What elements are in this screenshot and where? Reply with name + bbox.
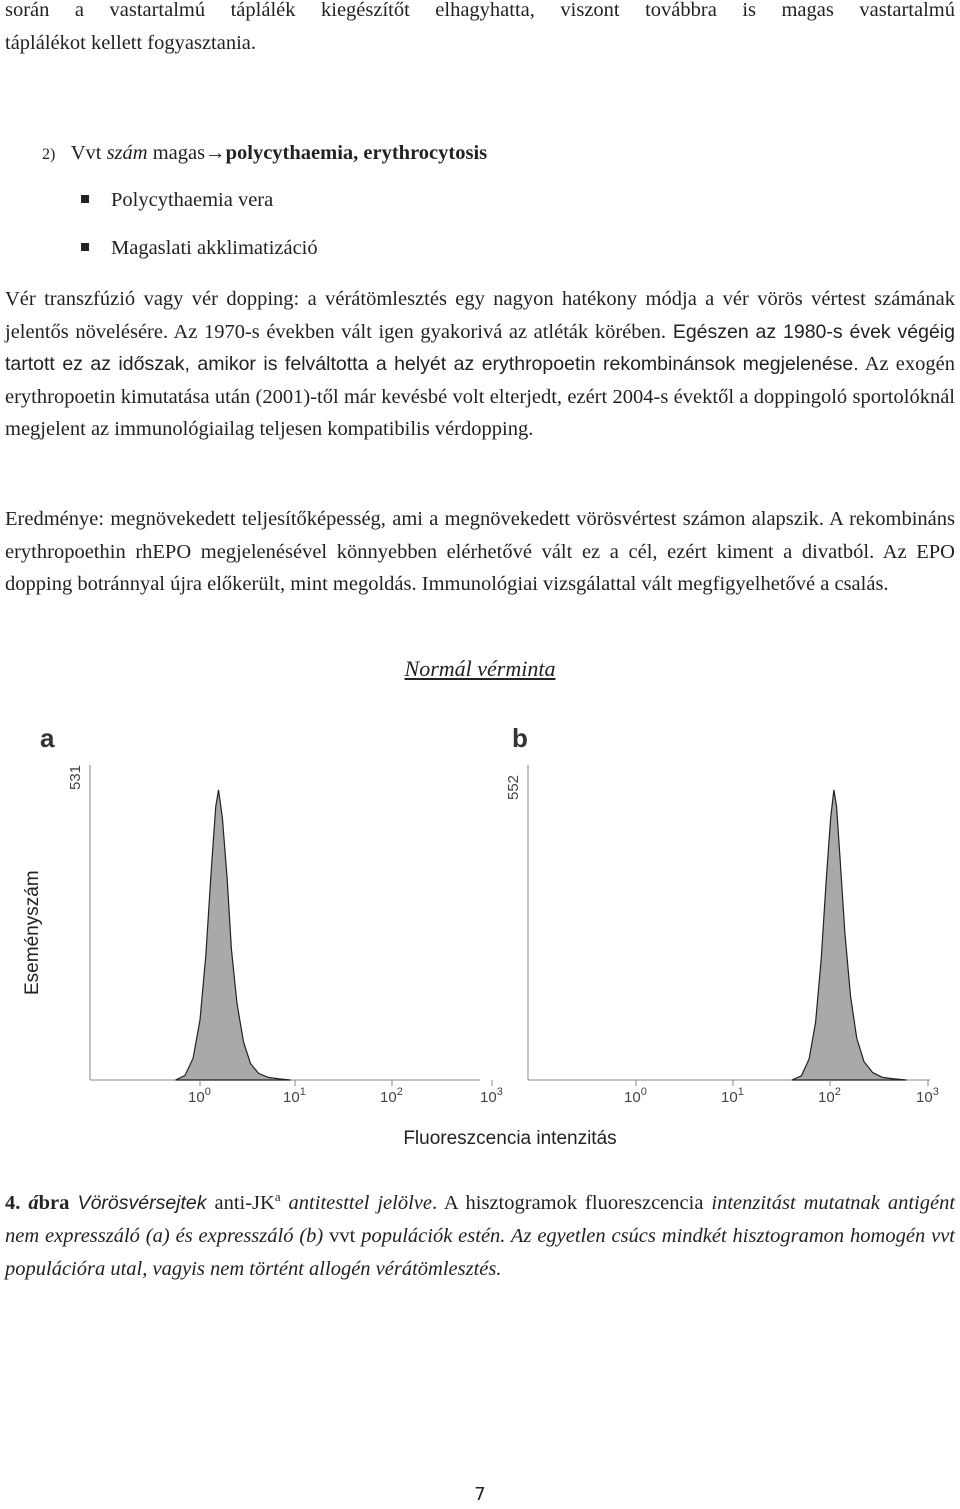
bullet-label: Polycythaemia vera (111, 189, 274, 211)
caption-part2: anti-JK (206, 1191, 275, 1214)
paragraph-result (5, 503, 955, 601)
x-tick-exponent: 0 (640, 1086, 647, 1098)
x-tick-exponent: 1 (737, 1086, 744, 1098)
page-number: 7 (474, 1484, 486, 1505)
x-tick-exponent: 3 (932, 1086, 939, 1098)
caption-part4: . A hisztogramok fluoreszcencia (431, 1191, 712, 1214)
list-number: 2) (42, 146, 56, 163)
x-tick-label: $10^2$ (818, 1086, 841, 1106)
figure-title (0, 656, 960, 682)
caption-label-num: 4. (5, 1191, 29, 1214)
paragraph-blood-doping (5, 283, 955, 446)
list-bold: polycythaemia, erythrocytosis (225, 142, 488, 164)
list-prefix: Vvt (70, 142, 107, 164)
list-item-2 (42, 137, 487, 171)
panel-label-a: a (40, 723, 55, 753)
x-tick-exponent: 1 (299, 1086, 306, 1098)
x-tick-exponent: 2 (396, 1086, 403, 1098)
panel-label-b: b (512, 723, 528, 753)
list-italic: szám (106, 142, 148, 164)
histogram-figure (0, 715, 960, 1155)
caption-label-italic: á (28, 1191, 39, 1214)
x-tick-exponent: 0 (204, 1086, 211, 1098)
x-tick-label: $10^0$ (624, 1086, 647, 1106)
square-bullet-icon (81, 243, 89, 251)
x-axis-title: Fluoreszcencia intenzitás (403, 1128, 617, 1149)
top-paragraph-line1: során a vastartalmú táplálék kiegészítőt elhagyhatta, viszont továbbra is magas vastartalmú (5, 0, 955, 21)
top-paragraph (5, 0, 955, 59)
x-tick-label: $10^1$ (283, 1086, 306, 1106)
top-paragraph-line2: táplálékot kellett fogyasztania. (5, 31, 257, 54)
histogram-panel-a (40, 723, 503, 1106)
caption-part7: populációk estén. Az egyetlen csúcs mindkét hisztogramon homogén vvt populációra utal, vagyis nem történt allogén vérátömlesztés. (5, 1224, 955, 1280)
caption-part1: Vörösvérsejtek (69, 1191, 207, 1214)
histogram-area-a (176, 790, 291, 1080)
x-tick-label: $10^2$ (380, 1086, 403, 1106)
y-max-label-b: 552 (505, 774, 522, 800)
caption-part5: intenzitást mutatnak antigént nem expresszáló (a) és expresszáló (b) (5, 1191, 956, 1247)
bullet-item (81, 232, 318, 264)
figure-caption (5, 1180, 955, 1286)
figure-title-text: Normál vérminta (404, 656, 556, 681)
x-tick-exponent: 3 (496, 1086, 503, 1098)
paragraph1-serif-start: Vér transzfúzió vagy vér dopping: a vérátömlesztés egy nagyon hatékony módja a vér vörös vértest számának jelentős növelésére. Az 1970-s években vált igen gyakorivá az atléták körében. (5, 288, 955, 343)
x-tick-exponent: 2 (834, 1086, 841, 1098)
x-tick-label: $10^1$ (721, 1086, 744, 1106)
y-axis-title: Eseményszám (22, 870, 43, 995)
paragraph1-sans-part: Egészen az 1980-s évek végéig tartott ez az időszak, amikor is felváltotta a helyét az erythropoetin rekombinánsok megjelenése. (5, 320, 955, 375)
list-middle: magas→ (147, 142, 226, 164)
paragraph2-text: Eredménye: megnövekedett teljesítőképesség, ami a megnövekedett vörösvértest számon alapszik. A rekombináns erythropoethin rhEPO megjelenésével könnyebben elérhetővé vált ez a cél, ezért kiment a divatból. Az EPO dopping botránnyal újra előkerült, mint megoldás. Immunológiai vizsgálattal vált megfigyelhetővé a csalás. (5, 508, 955, 595)
x-tick-label: $10^3$ (916, 1086, 939, 1106)
histogram-panel-b (505, 723, 939, 1106)
x-tick-label: $10^0$ (188, 1086, 211, 1106)
y-max-label-a: 531 (67, 764, 84, 790)
paragraph1-serif-end: Az exogén erythropoetin kimutatása után (2001)-től már kevésbé volt elterjedt, ezért 2004-s évektől a doppingoló sportolóknál megjelent az immunológiailag teljesen kompatibilis vérdopping. (5, 353, 955, 440)
caption-part3: antitesttel jelölve (280, 1191, 432, 1214)
square-bullet-icon (81, 195, 89, 203)
caption-label-bold: bra (38, 1191, 70, 1214)
caption-superscript: a (274, 1189, 281, 1204)
x-tick-label: $10^3$ (480, 1086, 503, 1106)
bullet-label: Magaslati akklimatizáció (111, 237, 318, 259)
bullet-item (81, 184, 273, 216)
caption-part6: vvt (323, 1224, 362, 1247)
histogram-area-b (792, 790, 907, 1080)
